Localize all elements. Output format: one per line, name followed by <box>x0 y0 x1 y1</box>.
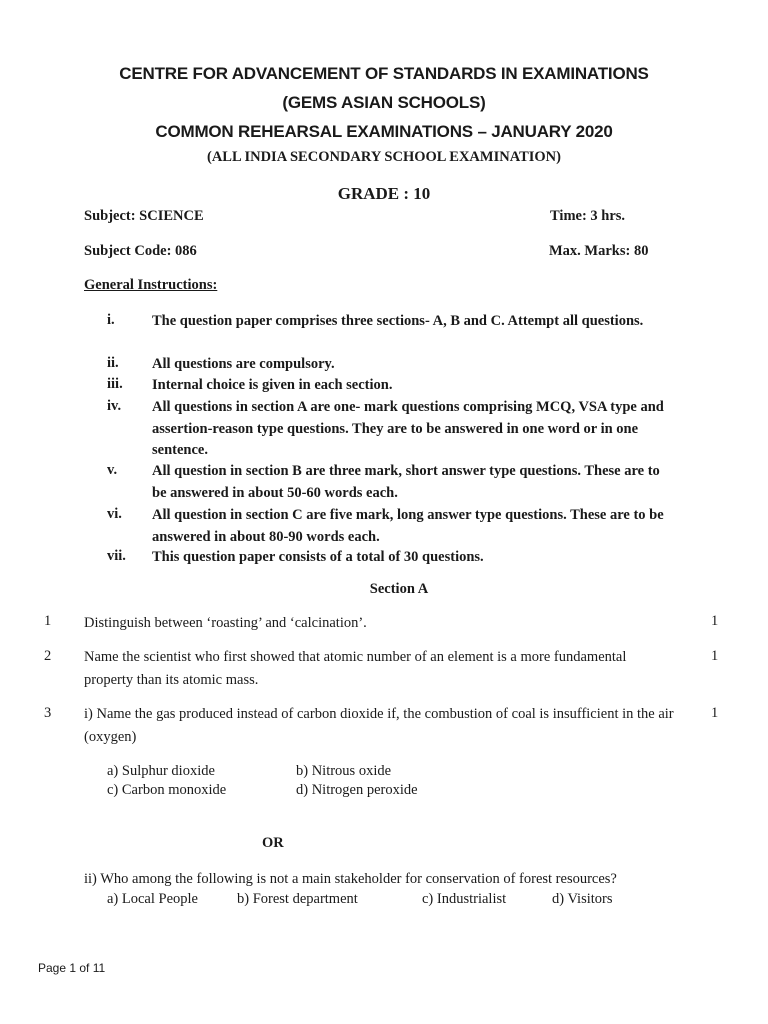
instruction-number: vii. <box>107 548 126 564</box>
exam-title: COMMON REHEARSAL EXAMINATIONS – JANUARY 2020 <box>155 122 613 141</box>
instruction-number: v. <box>107 462 118 478</box>
page-number: Page 1 of 11 <box>38 961 106 975</box>
instruction-item: Internal choice is given in each section. <box>152 377 393 393</box>
subject-code-label: Subject Code: 086 <box>84 243 197 259</box>
instruction-item: All question in section B are three mark, short answer type questions. These are to be answered in about 50-60 words each. <box>152 463 660 501</box>
instruction-item: All question in section C are five mark, long answer type questions. These are to be answered in about 80-90 words each. <box>152 507 664 545</box>
question-text: i) Name the gas produced instead of carbon dioxide if, the combustion of coal is insufficient in the air (oxygen) <box>84 706 674 745</box>
exam-board-title: CENTRE FOR ADVANCEMENT OF STANDARDS IN EXAMINATIONS <box>119 64 649 83</box>
instruction-number: ii. <box>107 355 119 371</box>
question-number: 1 <box>44 613 52 629</box>
instruction-item: All questions in section A are one- mark questions comprising MCQ, VSA type and assertion-reason type questions. They are to be answered in one word or in one sentence. <box>152 399 664 458</box>
time-label: Time: 3 hrs. <box>550 208 626 224</box>
question-text: Distinguish between ‘roasting’ and ‘calcination’. <box>84 615 367 631</box>
instructions-heading: General Instructions: <box>84 277 218 293</box>
instruction-item: The question paper comprises three sections- A, B and C. Attempt all questions. <box>152 313 644 329</box>
section-a-title: Section A <box>369 581 429 597</box>
instruction-number: vi. <box>107 506 122 522</box>
instruction-number: i. <box>107 312 115 328</box>
option-d: d) Nitrogen peroxide <box>296 782 418 798</box>
option-c: c) Industrialist <box>422 891 507 907</box>
question-number: 3 <box>44 705 52 721</box>
option-b: b) Forest department <box>237 891 358 907</box>
question-number: 2 <box>44 648 52 664</box>
option-a: a) Local People <box>107 891 198 907</box>
option-b: b) Nitrous oxide <box>296 763 392 779</box>
option-d: d) Visitors <box>552 891 613 907</box>
grade-label: GRADE : 10 <box>337 184 431 203</box>
or-label: OR <box>262 835 284 851</box>
question-marks: 1 <box>711 613 719 629</box>
instruction-number: iii. <box>107 376 123 392</box>
question-text: Name the scientist who first showed that atomic number of an element is a more fundamental property than its atomic mass. <box>84 649 627 688</box>
question-marks: 1 <box>711 705 719 721</box>
exam-subtitle: (ALL INDIA SECONDARY SCHOOL EXAMINATION) <box>207 149 561 165</box>
subject-label: Subject: SCIENCE <box>84 208 204 224</box>
option-c: c) Carbon monoxide <box>107 782 227 798</box>
instruction-item: This question paper consists of a total of 30 questions. <box>152 549 484 565</box>
option-a: a) Sulphur dioxide <box>107 763 215 779</box>
instruction-number: iv. <box>107 398 122 414</box>
question-marks: 1 <box>711 648 719 664</box>
max-marks-label: Max. Marks: 80 <box>549 243 649 259</box>
school-name: (GEMS ASIAN SCHOOLS) <box>282 93 486 112</box>
instruction-item: All questions are compulsory. <box>152 356 335 372</box>
question-text: ii) Who among the following is not a main stakeholder for conservation of forest resources? <box>84 871 617 887</box>
